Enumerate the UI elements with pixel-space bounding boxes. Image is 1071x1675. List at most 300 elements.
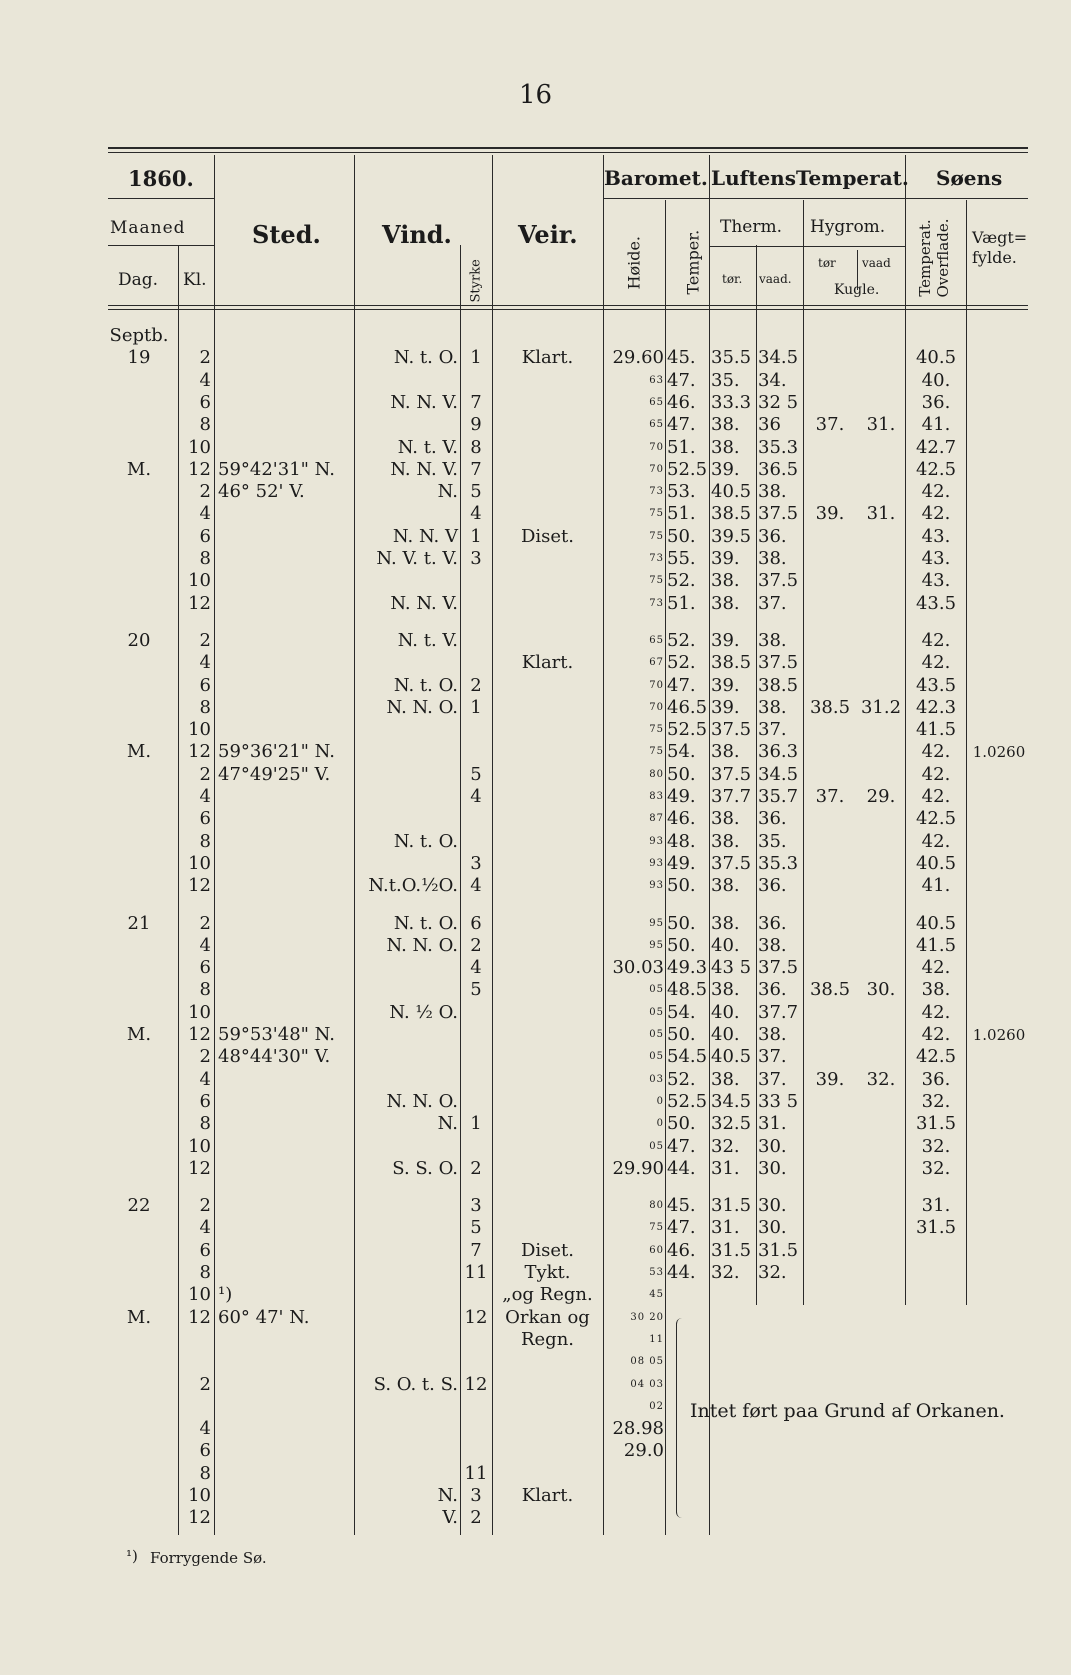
orkan-brace (676, 1318, 685, 1518)
cell-bh: 75 (649, 746, 664, 758)
cell-tor: 40.5 (711, 481, 752, 503)
cell-vind: S. O. t. S. (373, 1373, 458, 1395)
cell-so: 42. (921, 481, 951, 503)
cell-vaad: 37. (758, 719, 787, 741)
cell-bt: 53. (667, 481, 696, 503)
cell-vaad: 38. (758, 481, 787, 503)
cell-vaad: 34.5 (758, 347, 799, 369)
cell-bt: 52.5 (667, 1090, 708, 1112)
cell-so: 42. (921, 1001, 951, 1023)
cell-bt: 47. (667, 1217, 696, 1239)
cell-st: 2 (470, 1507, 482, 1529)
cell-dag: 22 (127, 1195, 151, 1217)
cell-bh: 67 (649, 657, 664, 669)
cell-vind: N. N. V. (390, 592, 458, 614)
col-line-hygro-left (803, 200, 804, 1305)
cell-vaad: 30. (758, 1217, 787, 1239)
cell-tor: 40. (711, 1001, 740, 1023)
cell-vaad: 33 5 (758, 1090, 799, 1112)
cell-so: 43. (921, 548, 951, 569)
cell-vaad: 37.5 (758, 957, 799, 979)
cell-st: 7 (470, 391, 482, 413)
cell-bt: 46.5 (667, 696, 708, 718)
cell-sted: 59°36'21" N. (218, 741, 335, 763)
cell-kl: 8 (199, 414, 211, 436)
cell-hv: 31.2 (860, 696, 902, 718)
col-line-vind-left (354, 155, 355, 1535)
footnote-mark: ¹) (126, 1547, 138, 1565)
cell-veir: Klart. (521, 652, 574, 674)
cell-so: 42. (921, 741, 951, 763)
cell-dag: M. (126, 458, 152, 480)
cell-st: 1 (470, 525, 482, 547)
cell-bh: 80 (649, 768, 664, 780)
header-vind: Vind. (382, 220, 452, 249)
cell-vind: N. N. O. (386, 934, 458, 956)
cell-tor: 39.5 (711, 525, 752, 547)
header-year: 1860. (128, 166, 194, 191)
cell-vind: N.t.O.½O. (368, 875, 458, 897)
cell-bt: 52. (667, 652, 696, 674)
cell-tor: 38. (711, 592, 740, 614)
cell-veir: Klart. (521, 1485, 574, 1506)
cell-kl: 10 (188, 436, 211, 458)
cell-so: 42. (921, 830, 951, 852)
cell-vaad: 36. (758, 979, 787, 1001)
cell-bh: 75 (649, 1222, 664, 1234)
footnote-text: Forrygende Sø. (150, 1549, 267, 1567)
cell-kl: 8 (199, 1113, 211, 1135)
cell-vf: 1.0260 (972, 1026, 1026, 1044)
cell-tor: 38. (711, 414, 740, 436)
cell-so: 42.5 (915, 458, 957, 480)
cell-tor: 37.5 (711, 719, 752, 741)
cell-so: 40.5 (915, 912, 957, 934)
cell-tor: 35. (711, 369, 740, 391)
cell-vind: N. t. O. (393, 674, 458, 696)
col-line-styrke-left (460, 245, 461, 1535)
cell-kl: 6 (199, 391, 211, 413)
cell-bh: 87 (649, 813, 664, 825)
cell-kl: 2 (199, 1195, 211, 1217)
cell-tor: 37.5 (711, 763, 752, 785)
cell-bh: 02 (649, 1400, 664, 1412)
cell-kl: 4 (199, 934, 211, 956)
cell-dag: M. (126, 1024, 152, 1045)
cell-bh: 45 (649, 1289, 664, 1301)
cell-sted: 59°53'48" N. (218, 1024, 335, 1045)
cell-vind: N. V. t. V. (376, 548, 458, 569)
cell-st: 9 (470, 414, 482, 436)
cell-tor: 38. (711, 979, 740, 1001)
cell-vaad: 34.5 (758, 763, 799, 785)
cell-so: 41.5 (915, 934, 957, 956)
cell-st: 4 (470, 786, 482, 807)
cell-st: 7 (470, 1239, 482, 1261)
cell-vaad: 36 (758, 414, 781, 436)
cell-bh: 70 (649, 441, 664, 453)
cell-bt: 51. (667, 503, 696, 525)
header-therm: Therm. (720, 217, 782, 237)
cell-so: 42.5 (915, 1046, 957, 1068)
cell-bt: 49.3 (667, 957, 708, 979)
cell-bt: 46. (667, 391, 696, 413)
cell-vind: N. (437, 1113, 458, 1135)
cell-kl: 10 (188, 1284, 211, 1306)
cell-hv: 32. (866, 1068, 896, 1090)
col-line-sted-left (214, 155, 215, 1535)
cell-bh: 08 05 (630, 1356, 664, 1368)
cell-st: 6 (470, 912, 482, 934)
cell-st: 4 (470, 875, 482, 897)
cell-tor: 32.5 (711, 1113, 752, 1135)
cell-tor: 39. (711, 674, 740, 696)
cell-so: 32. (921, 1090, 951, 1112)
cell-tor: 38. (711, 830, 740, 852)
cell-bt: 47. (667, 414, 696, 436)
header-rule-baro (603, 198, 1028, 199)
cell-ht: 38.5 (809, 696, 851, 718)
header-barometer: Baromet. (604, 166, 708, 190)
cell-kl: 10 (188, 719, 211, 741)
cell-so: 42. (921, 629, 951, 651)
cell-vaad: 36. (758, 912, 787, 934)
cell-so: 31.5 (915, 1217, 957, 1239)
cell-bt: 51. (667, 436, 696, 458)
cell-bh: 65 (649, 396, 664, 408)
cell-bh: 83 (649, 791, 664, 802)
cell-veir: Orkan og (505, 1306, 590, 1328)
cell-dag: 21 (127, 912, 151, 934)
cell-st: 3 (470, 1195, 482, 1217)
cell-vind: N. N. O. (386, 1090, 458, 1112)
cell-st: 5 (470, 979, 482, 1001)
cell-tor: 33.3 (711, 391, 752, 413)
cell-vaad: 30. (758, 1135, 787, 1157)
cell-tor: 38.5 (711, 652, 752, 674)
header-kugle: Kugle. (834, 282, 880, 298)
cell-bh: 75 (649, 575, 664, 587)
cell-bt: 44. (667, 1157, 696, 1179)
cell-so: 32. (921, 1135, 951, 1157)
cell-kl: 2 (199, 629, 211, 651)
cell-bt: 45. (667, 1195, 696, 1217)
cell-kl: 2 (199, 1046, 211, 1068)
cell-vaad: 37. (758, 1068, 787, 1090)
cell-so: 41. (921, 414, 951, 436)
cell-st: 11 (464, 1462, 488, 1484)
page-number: 16 (518, 80, 553, 110)
cell-ht: 37. (815, 786, 845, 807)
header-kl: Kl. (183, 270, 207, 290)
cell-tor: 40.5 (711, 1046, 752, 1068)
cell-kl: 8 (199, 548, 211, 569)
cell-vaad: 30. (758, 1195, 787, 1217)
cell-st: 5 (470, 763, 482, 785)
cell-sted: 46° 52' V. (218, 481, 305, 503)
cell-tor: 38. (711, 875, 740, 897)
cell-vind: N. N. V (392, 525, 458, 547)
cell-vind: N. t. V. (397, 629, 458, 651)
cell-bt: 46. (667, 808, 696, 830)
cell-tor: 40. (711, 934, 740, 956)
col-line-btemp-left (665, 200, 666, 1535)
cell-so: 36. (921, 1068, 951, 1090)
cell-vind: N. t. O. (393, 912, 458, 934)
cell-vaad: 36.5 (758, 458, 799, 480)
cell-vind: N. (437, 481, 458, 503)
cell-bh: 70 (649, 679, 664, 691)
cell-veir: Tykt. (524, 1262, 571, 1283)
cell-bh: 73 (649, 486, 664, 498)
header-luftens: LuftensTemperat. (711, 166, 909, 190)
cell-so: 43. (921, 525, 951, 547)
cell-vind: N. ½ O. (389, 1001, 458, 1023)
cell-bt: 54. (667, 741, 696, 763)
cell-kl: 10 (188, 852, 211, 874)
cell-bh: 05 (649, 984, 664, 996)
cell-bt: 47. (667, 674, 696, 696)
cell-bh: 70 (649, 701, 664, 713)
cell-bt: 47. (667, 369, 696, 391)
cell-st: 8 (470, 436, 482, 458)
cell-so: 40.5 (915, 347, 957, 369)
cell-bh: 30 20 (630, 1311, 664, 1323)
cell-bt: 50. (667, 934, 696, 956)
cell-bt: 52. (667, 1068, 696, 1090)
cell-tor: 39. (711, 629, 740, 651)
cell-kl: 4 (199, 786, 211, 807)
cell-kl: 2 (199, 1373, 211, 1395)
cell-tor: 38. (711, 436, 740, 458)
cell-bt: 51. (667, 592, 696, 614)
cell-ht: 37. (815, 414, 845, 436)
header-vaegtfylde: Vægt= fylde. (972, 228, 1028, 267)
cell-kl: 10 (188, 1001, 211, 1023)
cell-tor: 38. (711, 741, 740, 763)
cell-st: 11 (464, 1262, 488, 1283)
cell-tor: 38. (711, 912, 740, 934)
top-rule-2 (108, 152, 1028, 153)
cell-so: 31. (921, 1195, 951, 1217)
cell-bh: 93 (649, 880, 664, 892)
cell-st: 2 (470, 1157, 482, 1179)
header-vaad: vaad. (759, 272, 792, 286)
header-dag: Dag. (118, 270, 159, 290)
cell-kl: 8 (199, 1462, 211, 1484)
cell-so: 42. (921, 763, 951, 785)
cell-bt: 50. (667, 1024, 696, 1045)
cell-bh: 05 (649, 1051, 664, 1063)
cell-bh: 60 (649, 1244, 664, 1256)
cell-vaad: 34. (758, 369, 787, 391)
cell-tor: 35.5 (711, 347, 752, 369)
cell-bt: 49. (667, 852, 696, 874)
cell-vf: 1.0260 (972, 743, 1026, 762)
cell-tor: 31. (711, 1157, 740, 1179)
cell-st: 4 (470, 957, 482, 979)
cell-veir: Regn. (520, 1328, 575, 1350)
cell-vind: S. S. O. (392, 1157, 458, 1179)
cell-dag: M. (126, 741, 152, 763)
cell-bh: 29.90 (612, 1157, 664, 1179)
col-line-soens-left (905, 155, 906, 1305)
cell-vaad: 32. (758, 1262, 787, 1283)
cell-bt: 49. (667, 786, 696, 807)
cell-bt: 54. (667, 1001, 696, 1023)
cell-st: 1 (470, 1113, 482, 1135)
cell-bh: 0 (656, 1095, 664, 1107)
cell-bh: 05 (649, 1006, 664, 1018)
cell-vaad: 32 5 (758, 391, 799, 413)
cell-st: 3 (470, 548, 482, 569)
cell-bh: 93 (649, 857, 664, 869)
cell-tor: 32. (711, 1262, 740, 1283)
cell-so: 43. (921, 570, 951, 592)
col-line-vaad-left (756, 245, 757, 1305)
cell-kl: 4 (199, 1418, 211, 1440)
cell-bh: 05 (649, 1140, 664, 1152)
cell-bh: 65 (649, 634, 664, 646)
header-rule-maaned (108, 245, 214, 246)
cell-bh: 65 (649, 419, 664, 431)
cell-kl: 10 (188, 570, 211, 592)
cell-bh: 30.03 (612, 957, 664, 979)
cell-bh: 29.60 (612, 347, 664, 369)
cell-vaad: 38. (758, 1024, 787, 1045)
cell-kl: 2 (199, 912, 211, 934)
cell-sted: 59°42'31" N. (218, 458, 335, 480)
cell-so: 41.5 (915, 719, 957, 741)
cell-bh: 73 (649, 597, 664, 609)
cell-dag: 19 (127, 347, 151, 369)
cell-tor: 37.7 (711, 786, 752, 807)
cell-vaad: 35. (758, 830, 787, 852)
header-tor: tør. (722, 272, 743, 286)
cell-tor: 43 5 (711, 957, 752, 979)
cell-bt: 50. (667, 763, 696, 785)
cell-kl: 4 (199, 652, 211, 674)
cell-bh: 95 (649, 939, 664, 951)
header-veir: Veir. (518, 220, 578, 249)
cell-kl: 4 (199, 1217, 211, 1239)
cell-vaad: 31. (758, 1113, 787, 1135)
cell-vind: N. N. V. (390, 458, 458, 480)
cell-ht: 39. (815, 503, 845, 525)
cell-vaad: 38. (758, 934, 787, 956)
cell-bt: 48. (667, 830, 696, 852)
cell-bh: 95 (649, 917, 664, 929)
cell-kl: 6 (199, 1239, 211, 1261)
cell-vaad: 35.7 (758, 786, 799, 807)
cell-bt: 46. (667, 1239, 696, 1261)
cell-tor: 31. (711, 1217, 740, 1239)
header-maaned: Maaned (110, 218, 186, 238)
cell-veir: Diset. (520, 525, 575, 547)
cell-veir: Klart. (521, 347, 574, 369)
cell-bt: 48.5 (667, 979, 708, 1001)
cell-tor: 39. (711, 548, 740, 569)
cell-bt: 52. (667, 570, 696, 592)
header-rule-year (108, 198, 214, 199)
cell-bh: 0 (656, 1118, 664, 1130)
header-soens: Søens (936, 166, 1003, 190)
cell-kl: 2 (199, 481, 211, 503)
cell-vaad: 38. (758, 629, 787, 651)
cell-so: 41. (921, 875, 951, 897)
cell-st: 5 (470, 481, 482, 503)
cell-st: 2 (470, 934, 482, 956)
cell-bt: 52.5 (667, 719, 708, 741)
cell-bh: 04 03 (630, 1378, 664, 1390)
cell-sted: 60° 47' N. (218, 1306, 310, 1328)
cell-kl: 2 (199, 763, 211, 785)
cell-tor: 32. (711, 1135, 740, 1157)
cell-so: 42.5 (915, 808, 957, 830)
cell-so: 42. (921, 1024, 951, 1045)
cell-vaad: 38. (758, 696, 787, 718)
cell-kl: 6 (199, 1090, 211, 1112)
header-sted: Sted. (252, 220, 321, 249)
cell-kl: 4 (199, 369, 211, 391)
cell-bh: 28.98 (612, 1418, 664, 1440)
cell-vind: N. t. O. (393, 347, 458, 369)
cell-st: 4 (470, 503, 482, 525)
cell-st: 1 (470, 347, 482, 369)
cell-kl: 6 (199, 1440, 211, 1462)
cell-tor: 31.5 (711, 1195, 752, 1217)
cell-kl: 8 (199, 830, 211, 852)
cell-vaad: 31.5 (758, 1239, 799, 1261)
cell-st: 5 (470, 1217, 482, 1239)
cell-vind: N. N. O. (386, 696, 458, 718)
cell-so: 42.7 (915, 436, 957, 458)
cell-bt: 55. (667, 548, 696, 569)
cell-sted: ¹) (218, 1284, 233, 1306)
cell-kl: 12 (188, 1157, 211, 1179)
cell-kl: 12 (188, 875, 211, 897)
cell-bh: 05 (649, 1029, 664, 1040)
cell-veir: Diset. (520, 1239, 575, 1261)
header-hygro-tor: tør (818, 256, 836, 270)
cell-bt: 50. (667, 525, 696, 547)
cell-vind: N. N. V. (390, 391, 458, 413)
cell-vaad: 37.5 (758, 652, 799, 674)
header-rule-2 (108, 309, 1028, 310)
cell-st: 2 (470, 674, 482, 696)
cell-st: 12 (464, 1306, 488, 1328)
cell-kl: 10 (188, 1135, 211, 1157)
cell-kl: 6 (199, 808, 211, 830)
cell-kl: 12 (188, 458, 211, 480)
cell-tor: 38.5 (711, 503, 752, 525)
top-rule (108, 147, 1028, 149)
cell-kl: 4 (199, 1068, 211, 1090)
cell-bh: 75 (649, 724, 664, 736)
col-line-luft-left (709, 155, 710, 1535)
cell-bh: 03 (649, 1073, 664, 1085)
cell-vaad: 36. (758, 808, 787, 830)
cell-so: 42. (921, 957, 951, 979)
cell-so: 43.5 (915, 592, 957, 614)
cell-bh: 11 (649, 1333, 664, 1345)
cell-tor: 38. (711, 1068, 740, 1090)
cell-tor: 39. (711, 696, 740, 718)
cell-so: 42. (921, 786, 951, 807)
cell-so: 31.5 (915, 1113, 957, 1135)
cell-st: 3 (470, 852, 482, 874)
header-temperat-overflade: Temperat. Overflade. (916, 218, 952, 298)
